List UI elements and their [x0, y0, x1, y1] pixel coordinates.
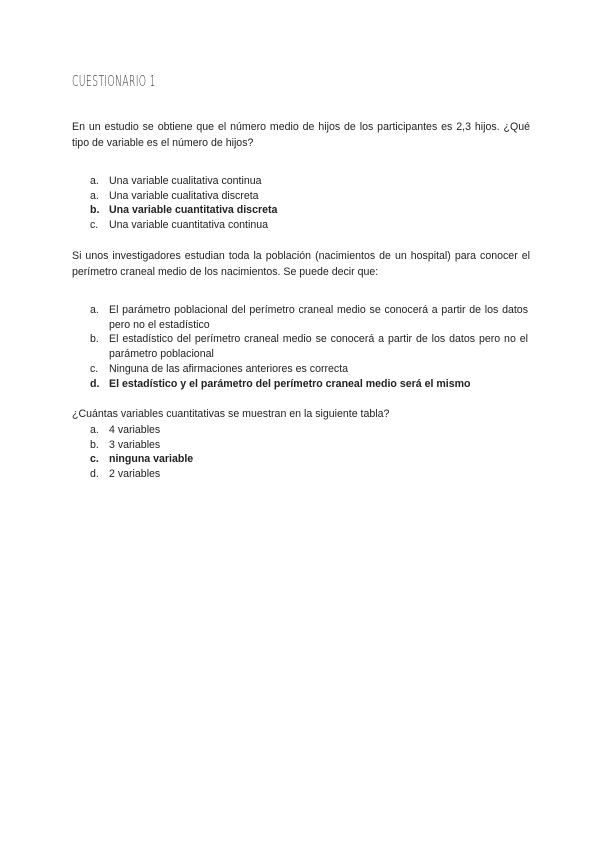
option-text: El estadístico del perímetro craneal medio se conocerá a partir de los datos pero no el parámetro poblacional — [109, 333, 528, 361]
option-marker: b. — [90, 333, 99, 346]
option-text: Una variable cualitativa continua — [109, 175, 262, 187]
page-title: CUESTIONARIO 1 — [72, 72, 156, 90]
option-marker: a. — [90, 175, 99, 187]
option-marker: c. — [90, 219, 99, 232]
answer-option — [90, 189, 530, 204]
answer-option — [90, 423, 530, 438]
option-text: ninguna variable — [109, 453, 194, 466]
option-text: El parámetro poblacional del perímetro craneal medio se conocerá a partir de los datos pero no el estadístico — [109, 304, 528, 331]
answer-option — [90, 362, 528, 377]
answer-option — [90, 332, 528, 361]
option-text: Una variable cuantitativa continua — [109, 219, 269, 232]
answer-option — [90, 452, 530, 467]
question-1-options — [90, 174, 530, 233]
option-text: Ninguna de las afirmaciones anteriores es correcta — [109, 362, 349, 375]
option-marker: a. — [90, 189, 99, 202]
option-text: Una variable cualitativa discreta — [109, 189, 259, 202]
answer-option — [90, 467, 530, 482]
option-marker: b. — [90, 204, 100, 217]
option-marker: b. — [90, 438, 99, 451]
option-text: Una variable cuantitativa discreta — [109, 204, 278, 217]
option-text: 4 variables — [109, 424, 161, 436]
answer-option — [90, 203, 530, 218]
option-text: 2 variables — [109, 468, 161, 481]
answer-option — [90, 438, 530, 453]
option-marker: d. — [90, 377, 100, 390]
question-3-prompt: ¿Cuántas variables cuantitativas se muestran en la siguiente tabla? — [72, 408, 390, 420]
option-marker: a. — [90, 304, 99, 316]
question-2-prompt: Si unos investigadores estudian toda la población (nacimientos de un hospital) para conocer el perímetro craneal medio de los nacimientos. Se puede decir que: — [72, 250, 530, 278]
option-marker: c. — [90, 362, 99, 375]
question-3-options — [90, 423, 530, 482]
option-text: 3 variables — [109, 438, 161, 451]
answer-option — [90, 377, 528, 392]
question-2-options — [90, 303, 528, 391]
option-marker: c. — [90, 453, 99, 466]
answer-option — [90, 303, 528, 332]
option-marker: a. — [90, 424, 99, 436]
question-1-prompt: En un estudio se obtiene que el número medio de hijos de los participantes es 2,3 hijos. ¿Qué tipo de variable es el número de hijos? — [72, 121, 530, 149]
answer-option — [90, 174, 530, 189]
option-marker: d. — [90, 468, 99, 481]
option-text: El estadístico y el parámetro del perímetro craneal medio será el mismo — [109, 377, 471, 390]
answer-option — [90, 218, 530, 233]
